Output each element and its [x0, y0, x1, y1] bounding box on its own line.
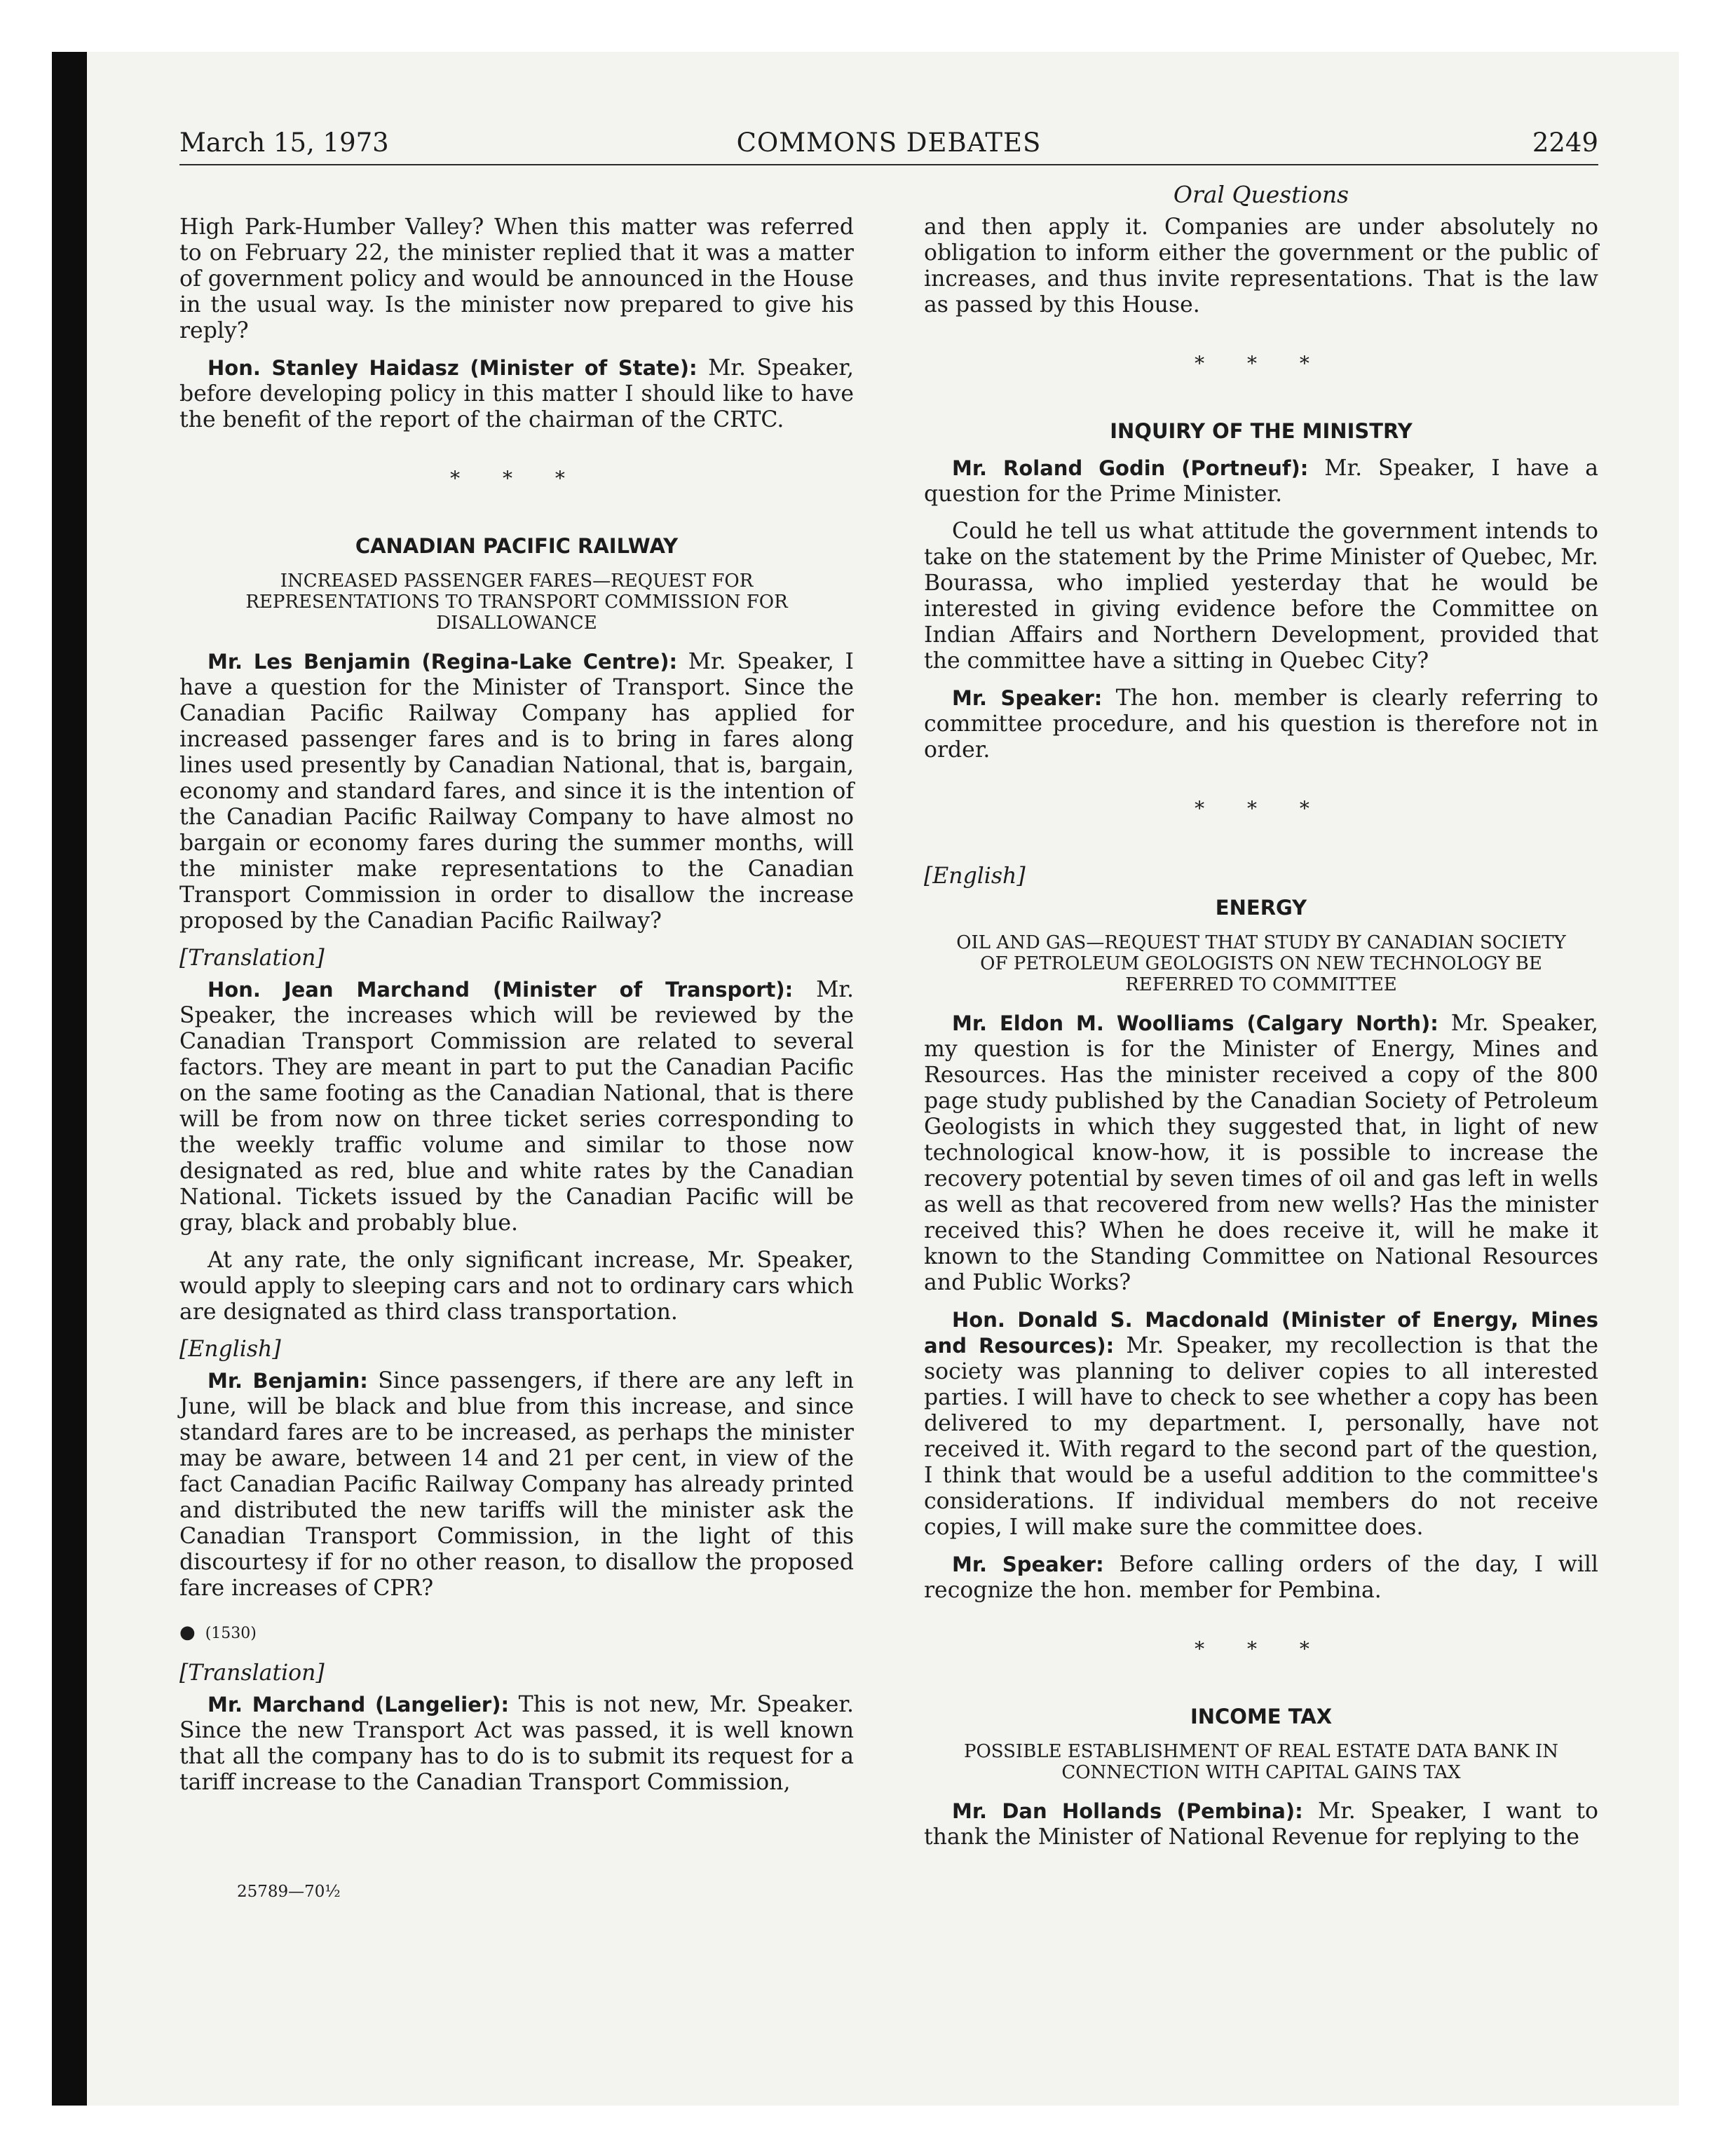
paragraph — [179, 1368, 854, 1602]
timestamp — [179, 1620, 854, 1646]
speaker-name: Mr. Speaker: — [952, 686, 1103, 710]
header-page-number: 2249 — [1532, 128, 1598, 158]
right-column — [924, 214, 1598, 1862]
speaker-name: Hon. Stanley Haidasz (Minister of State): — [207, 356, 698, 380]
speaker-name: Hon. Donald S. Macdonald (Minister of Energy, Mines and Resources): — [924, 1308, 1598, 1358]
header-date: March 15, 1973 — [179, 128, 389, 158]
paragraph — [924, 685, 1598, 763]
section-subheading: INCREASED PASSENGER FARES—REQUEST FOR REPRESENTATIONS TO TRANSPORT COMMISSION FOR DISALLOWANCE — [245, 571, 788, 634]
speech-text: Mr. Speaker, my recollection is that the society was planning to deliver copies to all interested parties. I will have to check to see whether a copy has been delivered to my department. I, personally, have not received it. With regard to the second part of the question, I think that would be a useful addition to the committee's considerations. If individual members do not receive copies, I will make sure the committee does. — [924, 1333, 1599, 1540]
bullet-icon: ● — [179, 1622, 196, 1643]
section-heading: CANADIAN PACIFIC RAILWAY — [355, 534, 679, 558]
paragraph — [179, 355, 854, 433]
language-marker: [English] — [179, 1337, 281, 1362]
section-separator: * * * — [1195, 1637, 1328, 1660]
paragraph — [924, 1011, 1598, 1296]
speaker-name: Mr. Les Benjamin (Regina-Lake Centre): — [207, 650, 678, 674]
speech-text: Mr. Speaker, my question is for the Minister of Energy, Mines and Resources. Has the minister received a copy of the 800 page study published by the Canadian Society of Petroleum Geologists in which they suggested that, in light of new technological know-how, it is possible to increase the recovery potential by seven times of oil and gas left in wells as well as that recovered from new wells? Has the minister received this? When he does receive it, will he make it known to the Standing Committee on National Resources and Public Works? — [924, 1011, 1598, 1295]
speaker-name: Mr. Eldon M. Woolliams (Calgary North): — [952, 1011, 1438, 1035]
paragraph — [924, 1799, 1598, 1850]
header-publication: COMMONS DEBATES — [736, 128, 1042, 158]
paragraph — [179, 1692, 854, 1796]
speech-text: This is not new, Mr. Speaker. Since the new Transport Act was passed, it is well known that all the company has to do is to submit its request for a tariff increase to the Canadian Transport Commission, — [179, 1692, 854, 1795]
paragraph: and then apply it. Companies are under absolutely no obligation to inform either the government or the public of increases, and thus invite representations. That is the law as passed by this House. — [924, 214, 1598, 318]
print-code: 25789—70½ — [237, 1883, 341, 1901]
paragraph — [924, 456, 1598, 507]
paragraph — [179, 977, 854, 1236]
speech-text: Before calling orders of the day, I will recognize the hon. member for Pembina. — [924, 1552, 1598, 1603]
paragraph — [179, 649, 854, 934]
section-separator: * * * — [450, 467, 583, 490]
speaker-name: Mr. Roland Godin (Portneuf): — [952, 456, 1309, 480]
speaker-name: Mr. Dan Hollands (Pembina): — [952, 1799, 1303, 1823]
paragraph: At any rate, the only significant increase, Mr. Speaker, would apply to sleeping cars and not to ordinary cars which are designated as third class transportation. — [179, 1248, 854, 1325]
column-label: Oral Questions — [1173, 181, 1349, 208]
section-heading: INQUIRY OF THE MINISTRY — [1110, 419, 1413, 443]
speaker-name: Mr. Speaker: — [952, 1553, 1104, 1576]
paragraph: Could he tell us what attitude the government intends to take on the statement by the Prime Minister of Quebec, Mr. Bourassa, who implied yesterday that he would be interested in giving evidence before the Committee on Indian Affairs and Northern Development, provided that the committee have a sitting in Quebec City? — [924, 519, 1598, 674]
language-marker: [English] — [924, 864, 1026, 889]
speech-text: Mr. Speaker, I want to thank the Minister of National Revenue for replying to the — [924, 1799, 1598, 1850]
paragraph — [924, 1307, 1598, 1541]
language-marker: [Translation] — [179, 1660, 325, 1686]
section-heading: ENERGY — [1215, 896, 1307, 920]
paragraph — [924, 1552, 1598, 1604]
section-separator: * * * — [1195, 797, 1328, 820]
speaker-name: Mr. Marchand (Langelier): — [207, 1693, 510, 1717]
speech-text: Mr. Speaker, I have a question for the Prime Minister. — [924, 456, 1598, 507]
language-marker: [Translation] — [179, 946, 325, 971]
scan-border — [52, 52, 87, 2106]
section-separator: * * * — [1195, 352, 1328, 375]
speech-text: Mr. Speaker, I have a question for the Minister of Transport. Since the Canadian Pacific Railway Company has applied for increased passenger fares and is to bring in fares along lines used presently by Canadian National, that is, bargain, economy and standard fares, and since it is the intention of the Canadian Pacific Railway Company to have almost no bargain or economy fares during the summer months, will the minister make representations to the Canadian Transport Commission in order to disallow the increase proposed by the Canadian Pacific Railway? — [179, 649, 854, 934]
speech-text: Since passengers, if there are any left in June, will be black and blue from this increase, and since standard fares are to be increased, as perhaps the minister may be aware, between 14 and 21 per cent, in view of the fact Canadian Pacific Railway Company has already printed and distributed the new tariffs will the minister ask the Canadian Transport Commission, in the light of this discourtesy if for no other reason, to disallow the proposed fare increases of CPR? — [179, 1368, 854, 1601]
section-subheading: OIL AND GAS—REQUEST THAT STUDY BY CANADIAN SOCIETY OF PETROLEUM GEOLOGISTS ON NEW TECHNOLOGY BE REFERRED TO COMMITTEE — [956, 932, 1566, 995]
running-head — [179, 129, 1598, 165]
speech-text: The hon. member is clearly referring to committee procedure, and his question is therefore not in order. — [924, 685, 1598, 763]
section-heading: INCOME TAX — [1190, 1705, 1333, 1728]
timestamp-text: (1530) — [205, 1625, 257, 1642]
speech-text: Mr. Speaker, the increases which will be reviewed by the Canadian Transport Commission are related to several factors. They are meant in part to put the Canadian Pacific on the same footing as the Canadian National, that is there will be from now on three ticket series corresponding to the weekly traffic volume and similar to those now designated as red, blue and white rates by the Canadian National. Tickets issued by the Canadian Pacific will be gray, black and probably blue. — [179, 977, 854, 1236]
section-subheading: POSSIBLE ESTABLISHMENT OF REAL ESTATE DATA BANK IN CONNECTION WITH CAPITAL GAINS TAX — [963, 1741, 1559, 1783]
paragraph: High Park-Humber Valley? When this matter was referred to on February 22, the minister replied that it was a matter of government policy and would be announced in the House in the usual way. Is the minister now prepared to give his reply? — [179, 214, 854, 343]
speech-text: Mr. Speaker, before developing policy in this matter I should like to have the benefit of the report of the chairman of the CRTC. — [179, 355, 854, 432]
speaker-name: Mr. Benjamin: — [207, 1369, 368, 1393]
speaker-name: Hon. Jean Marchand (Minister of Transport): — [207, 978, 794, 1002]
left-column — [179, 214, 854, 1807]
